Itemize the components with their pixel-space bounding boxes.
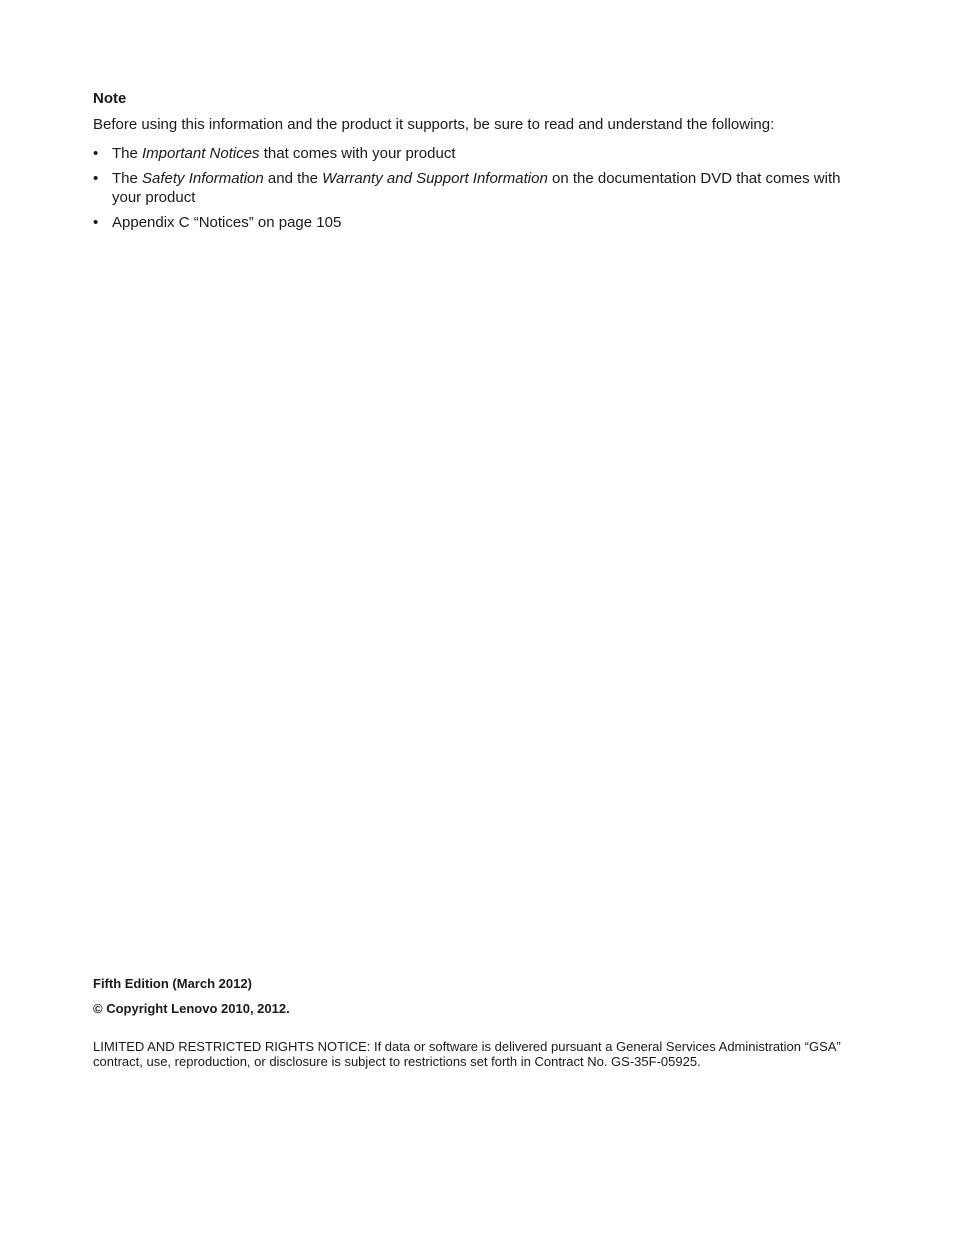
list-item-middle: and the (263, 170, 323, 187)
safety-information-title: Safety Information (142, 170, 264, 187)
note-heading: Note (93, 90, 127, 107)
bullet-icon: • (93, 145, 99, 162)
list-item-suffix: on the documentation DVD that comes with your product (112, 170, 841, 206)
notice-list (93, 144, 853, 238)
list-item-suffix: that comes with your product (259, 145, 456, 162)
bullet-icon: • (93, 170, 99, 187)
list-item (93, 213, 853, 232)
list-item-prefix: The (112, 170, 143, 187)
edition-line: Fifth Edition (March 2012) (93, 976, 252, 991)
rights-notice: LIMITED AND RESTRICTED RIGHTS NOTICE: If data or software is delivered pursuant a General Services Administration “GSA” contract, use, reproduction, or disclosure is subject to restrictions set forth in Contract No. GS-35F-05925. (93, 1039, 841, 1069)
bullet-icon: • (93, 214, 99, 231)
note-intro: Before using this information and the product it supports, be sure to read and understand the following: (93, 116, 775, 133)
warranty-support-title: Warranty and Support Information (322, 170, 548, 187)
list-item-prefix: The (112, 145, 143, 162)
list-item (93, 144, 853, 163)
appendix-reference-link[interactable]: Appendix C “Notices” on page 105 (112, 214, 342, 231)
list-item (93, 169, 853, 207)
important-notices-title: Important Notices (142, 145, 260, 162)
copyright-line: © Copyright Lenovo 2010, 2012. (93, 1001, 290, 1016)
